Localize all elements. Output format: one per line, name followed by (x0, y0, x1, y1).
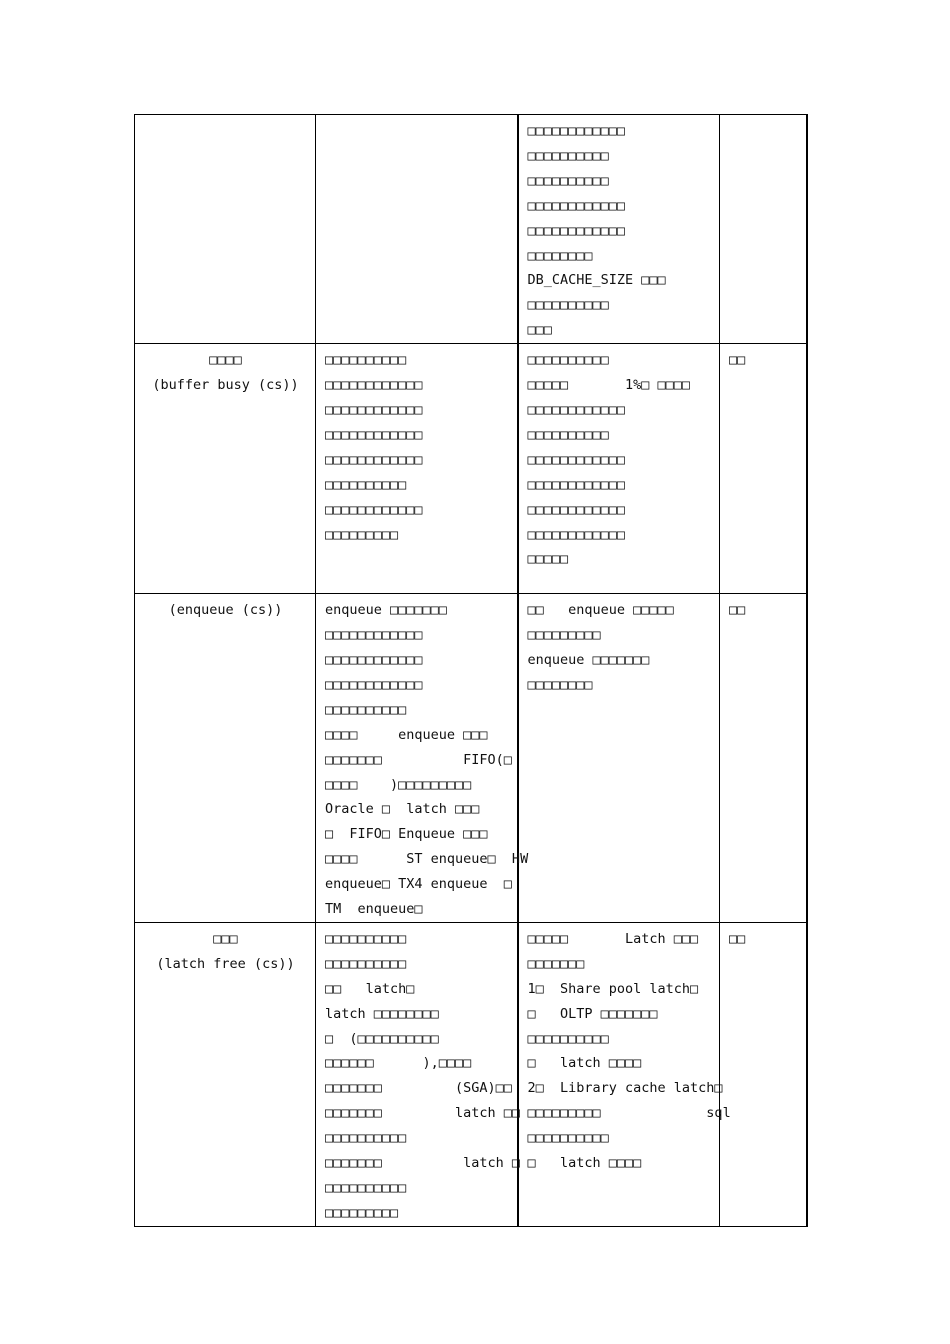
event-description-cell (316, 922, 521, 1226)
cell-line: □□ latch□ (325, 980, 415, 997)
cell-line: □□□□□□□□□□□□ (325, 501, 423, 518)
cell-line: □□□□□□□□□□□□ (527, 222, 626, 239)
cell-line: □□□□□□□□□□□□ (325, 377, 423, 394)
cell-line: □□□□□□□□□ (325, 1204, 399, 1221)
event-description-cell (316, 594, 529, 923)
cell-line: □□□□□□□□□□□□ (325, 651, 423, 668)
cell-line: □□□□□□□□□□□□ (527, 451, 626, 468)
cell-line: □□□□□□□□□□ (527, 426, 609, 443)
cell-line: □□□□□□□□□□ (527, 147, 609, 164)
cell-line: □□□□□□□□□□□□ (325, 401, 423, 418)
cell-line: □□□□□□□□□ (325, 526, 399, 543)
cell-line: □ FIFO□ Enqueue □□□ (325, 826, 488, 843)
event-name-cell (135, 344, 316, 594)
event-description-cell (316, 344, 518, 594)
cell-line: □□□□□□□□□□□□ (527, 401, 626, 418)
cell-line: □□□□□□□ latch □ (325, 1155, 521, 1172)
cell-line: □□□□□□□□□□□□ (325, 627, 423, 644)
event-name-cell (135, 594, 316, 923)
cell-line: □□□□□□□□□□ (527, 172, 609, 189)
tuning-advice-cell (518, 344, 720, 594)
cell-line: □□□□□□□□□□ (325, 701, 407, 718)
table-row (135, 594, 807, 923)
severity-level-cell (720, 344, 807, 594)
cell-line: □□□□□□□□□□□□ (325, 426, 423, 443)
cell-line: □ latch □□□□ (527, 1155, 642, 1172)
cell-line: Oracle □ latch □□□ (325, 801, 480, 818)
tuning-advice-cell (518, 922, 731, 1226)
cell-line: □□□ (213, 930, 238, 947)
cell-line: (latch free (cs)) (156, 955, 295, 972)
cell-line: □□ (729, 352, 746, 369)
cell-line: DB_CACHE_SIZE □□□ (527, 272, 666, 289)
cell-line: □ (□□□□□□□□□□ (325, 1030, 439, 1047)
cell-line: enqueue□ TX4 enqueue □ (325, 876, 512, 893)
cell-line: □□□□□□□□□□□□ (527, 123, 626, 139)
cell-line: 2□ Library cache latch□ (527, 1080, 723, 1097)
table-body (135, 115, 807, 1227)
cell-line: □□□□□□□□□ (527, 627, 601, 644)
event-name-cell (135, 115, 316, 344)
cell-line: □□□□□□□□□□ (325, 1180, 407, 1196)
severity-level-cell (720, 594, 807, 923)
cell-line: □□□□□□□□□□ (527, 297, 609, 314)
cell-line: □□□□□□□□□□□□ (325, 676, 423, 693)
cell-line: □□□□□□□□□□ (325, 352, 407, 369)
cell-line: □□□□□□□□□ sql (527, 1105, 731, 1122)
cell-line: □□ enqueue □□□□□ (527, 602, 674, 619)
cell-line: □□□□□□□ latch □□ (325, 1105, 521, 1122)
cell-line: □□□□□□□□□□ (325, 955, 407, 972)
cell-line: enqueue □□□□□□□ (325, 602, 447, 619)
cell-line: latch □□□□□□□□ (325, 1005, 439, 1022)
cell-line: □ OLTP □□□□□□□ (527, 1005, 658, 1022)
cell-line: □□□□ )□□□□□□□□□ (325, 776, 472, 793)
cell-line: enqueue □□□□□□□ (527, 651, 650, 668)
cell-line: □□□□ (209, 352, 242, 369)
cell-line: □□□□□□□ (527, 955, 585, 972)
cell-line: □□□□ ST enqueue□ HW (325, 851, 529, 868)
wait-event-table (134, 114, 808, 1227)
cell-line: □□□□□□□□□□ (325, 476, 407, 493)
cell-line: □□□□□□□□ (527, 676, 593, 693)
cell-line: □□□□□□□□ (527, 247, 593, 264)
table-row (135, 344, 807, 594)
cell-line: □□□□□□□□□□ (527, 352, 609, 369)
cell-line: □□□□□□□□□□ (527, 1030, 609, 1047)
cell-line: □□□ (527, 322, 552, 339)
cell-line: □□□□□ 1%□ □□□□ (527, 377, 691, 394)
cell-line: □□□□□□□□□□ (325, 930, 407, 947)
cell-line: □□□□□□□□□□□□ (527, 476, 626, 493)
table-row (135, 922, 807, 1226)
tuning-advice-cell (518, 594, 720, 923)
event-name-cell (135, 922, 316, 1226)
cell-line: □□□□□□□ (SGA)□□ (325, 1080, 512, 1097)
cell-line: (enqueue (cs)) (168, 602, 283, 619)
severity-level-cell (720, 922, 807, 1226)
table-row (135, 115, 807, 344)
cell-line: □□□□□ Latch □□□ (527, 930, 699, 947)
cell-line: □□□□□□□□□□□□ (527, 197, 626, 214)
severity-level-cell (720, 115, 807, 344)
cell-line: □□□□□□ ),□□□□ (325, 1055, 472, 1072)
cell-line: □□□□□□□□□□ (527, 1130, 609, 1147)
cell-line: □□□□□□□□□□ (325, 1130, 407, 1147)
tuning-advice-cell (518, 115, 720, 344)
cell-line: □ latch □□□□ (527, 1055, 642, 1072)
cell-line: 1□ Share pool latch□ (527, 980, 699, 997)
cell-line: □□□□□□□□□□□□ (325, 451, 423, 468)
cell-line: □□ (729, 602, 746, 619)
cell-line: (buffer busy (cs)) (152, 377, 299, 394)
event-description-cell (316, 115, 518, 344)
cell-line: □□ (729, 930, 746, 947)
cell-line: TM enqueue□ (325, 901, 423, 918)
cell-line: □□□□ enqueue □□□ (325, 726, 488, 743)
cell-line: □□□□□□□□□□□□ (527, 526, 626, 543)
cell-line: □□□□□□□ FIFO(□ (325, 751, 512, 768)
cell-line: □□□□□ (527, 551, 569, 568)
cell-line: □□□□□□□□□□□□ (527, 501, 626, 518)
